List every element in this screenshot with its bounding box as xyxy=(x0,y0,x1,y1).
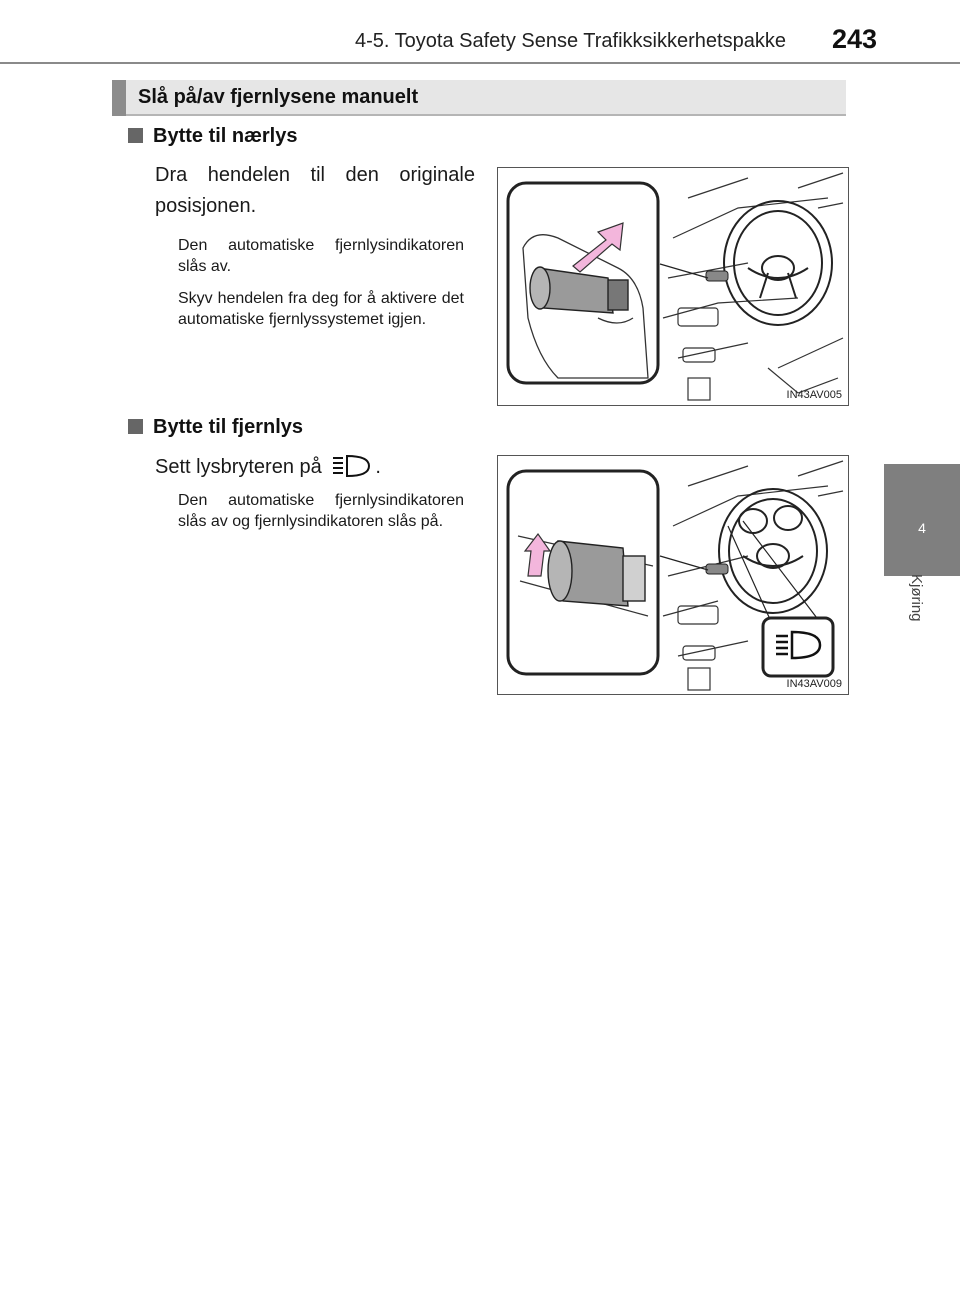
low-beam-note-2: Skyv hendelen fra deg for å aktivere det automatiske fjernlyssystemet igjen. xyxy=(178,290,464,328)
chapter-tab xyxy=(884,464,960,576)
chapter-title: 4-5. Toyota Safety Sense Trafikksikkerhetspakke xyxy=(355,30,786,52)
section-accent-bar xyxy=(112,80,126,116)
high-beam-figure xyxy=(497,455,849,695)
low-beam-illustration xyxy=(498,168,848,405)
high-beam-instruction-end: . xyxy=(375,456,381,478)
low-beam-figure xyxy=(497,167,849,406)
chapter-tab-label: Kjøring xyxy=(908,574,925,622)
header-divider xyxy=(0,62,960,64)
low-beam-instruction: Dra hendelen til den originale posisjonen. xyxy=(155,164,475,217)
bullet-square-icon xyxy=(128,419,143,434)
high-beam-figure-code: IN43AV009 xyxy=(786,678,842,690)
high-beam-heading xyxy=(128,416,303,439)
high-beam-instruction xyxy=(155,452,475,489)
high-beam-icon xyxy=(331,453,371,489)
low-beam-figure-code: IN43AV005 xyxy=(786,389,842,401)
high-beam-heading-text: Bytte til fjernlys xyxy=(153,416,304,438)
page-number: 243 xyxy=(832,24,878,54)
low-beam-heading-text: Bytte til nærlys xyxy=(153,125,298,147)
low-beam-heading xyxy=(128,125,297,148)
bullet-square-icon xyxy=(128,128,143,143)
low-beam-note-1: Den automatiske fjernlysindikatoren slås av. xyxy=(178,237,464,275)
section-header xyxy=(112,80,846,116)
chapter-tab-number: 4 xyxy=(918,520,926,536)
section-title: Slå på/av fjernlysene manuelt xyxy=(138,86,419,108)
high-beam-instruction-text: Sett lysbryteren på xyxy=(155,456,322,478)
high-beam-note-1: Den automatiske fjernlysindikatoren slås av og fjernlysindikatoren slås på. xyxy=(178,492,464,530)
high-beam-illustration xyxy=(498,456,848,694)
